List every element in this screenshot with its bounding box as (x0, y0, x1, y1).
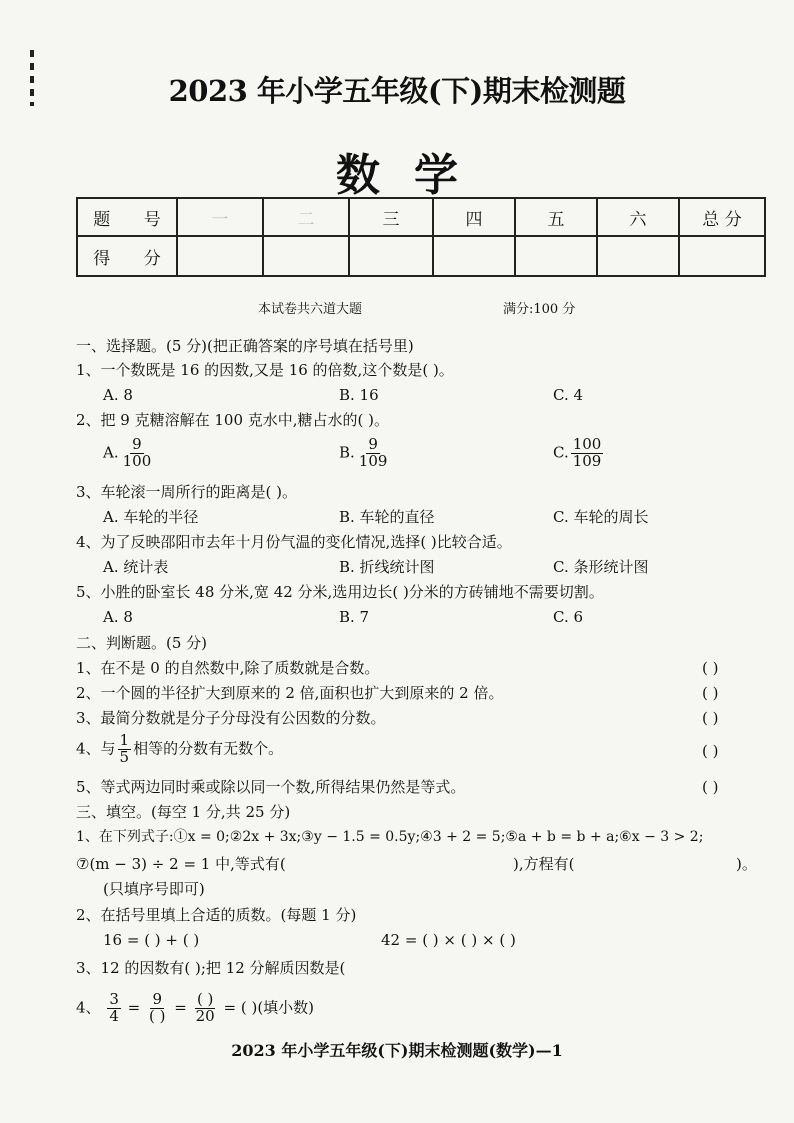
s1-q4-option-b: B. 折线统计图 (339, 558, 435, 576)
s1-q2-stem: 2、把 9 克糖溶解在 100 克水中,糖占水的( )。 (76, 411, 390, 429)
s2-q3-answer-paren[interactable]: ( ) (702, 709, 719, 727)
s1-q2-option-b: B. $\frac{9}{109}$ (339, 435, 388, 470)
score-table-score-row (77, 236, 765, 276)
score-table-header-row (77, 198, 765, 236)
score-cell[interactable] (177, 236, 263, 276)
s1-q5-option-b: B. 7 (339, 608, 370, 626)
s1-q4-stem: 4、为了反映邵阳市去年十月份气温的变化情况,选择( )比较合适。 (76, 533, 512, 551)
fraction: $\frac{9}{109}$ (358, 435, 388, 470)
s1-q3-option-c: C. 车轮的周长 (553, 508, 649, 526)
s2-q4-answer-paren[interactable]: ( ) (702, 742, 719, 760)
score-cell[interactable] (263, 236, 349, 276)
s3-q2-right: 42 = ( ) × ( ) × ( ) (381, 931, 516, 949)
score-table-row-label: 得 分 (77, 236, 177, 276)
s3-q2-stem: 2、在括号里填上合适的质数。(每题 1 分) (76, 906, 357, 924)
page-footer: 2023 年小学五年级(下)期末检测题(数学)—1 (231, 1041, 563, 1060)
s2-q2-answer-paren[interactable]: ( ) (702, 684, 719, 702)
subject-title: 数学 (336, 150, 492, 201)
exam-info-sections: 本试卷共六道大题 (258, 302, 363, 317)
fraction: $\frac{( )}{20}$ (195, 990, 215, 1025)
s2-q1: 1、在不是 0 的自然数中,除了质数就是合数。 (76, 659, 380, 677)
fraction: $\frac{9}{100}$ (122, 435, 152, 470)
section-1-heading: 一、选择题。(5 分)(把正确答案的序号填在括号里) (76, 337, 414, 355)
fraction: $\frac{1}{5}$ (119, 731, 130, 766)
s3-q1-line2-equations: ⑦(m − 3) ÷ 2 = 1 中,等式有( (76, 855, 286, 873)
s1-q5-option-a: A. 8 (103, 608, 133, 626)
s1-q5-option-c: C. 6 (553, 608, 584, 626)
s3-q1-line2-close: )。 (736, 855, 757, 873)
s1-q5-stem: 5、小胜的卧室长 48 分米,宽 42 分米,选用边长( )分米的方砖铺地不需要切割。 (76, 583, 604, 601)
score-cell[interactable] (515, 236, 597, 276)
fraction: $\frac{9}{( )}$ (149, 990, 166, 1025)
section-3-heading: 三、填空。(每空 1 分,共 25 分) (76, 803, 291, 821)
section-2-heading: 二、判断题。(5 分) (76, 634, 208, 652)
s1-q4-option-a: A. 统计表 (103, 558, 169, 576)
score-cell[interactable] (679, 236, 765, 276)
score-cell[interactable] (597, 236, 679, 276)
s2-q3: 3、最简分数就是分子分母没有公因数的分数。 (76, 709, 386, 727)
score-col-header: 三 (349, 198, 433, 236)
s1-q1-option-a: A. 8 (103, 386, 133, 404)
s2-q4: 4、与 $\frac{1}{5}$ 相等的分数有无数个。 (76, 731, 284, 766)
s3-q1-line2-equations-answer: ),方程有( (513, 855, 575, 873)
score-col-header: 二 (263, 198, 349, 236)
score-col-header: 一 (177, 198, 263, 236)
s1-q3-option-a: A. 车轮的半径 (103, 508, 199, 526)
score-col-header: 四 (433, 198, 515, 236)
s2-q5: 5、等式两边同时乘或除以同一个数,所得结果仍然是等式。 (76, 778, 466, 796)
s3-q3: 3、12 的因数有( );把 12 分解质因数是( (76, 959, 346, 977)
s2-q2: 2、一个圆的半径扩大到原来的 2 倍,面积也扩大到原来的 2 倍。 (76, 684, 504, 702)
s1-q3-stem: 3、车轮滚一周所行的距离是( )。 (76, 483, 298, 501)
s1-q4-option-c: C. 条形统计图 (553, 558, 649, 576)
s3-q4: 4、 $\frac{3}{4}$ = $\frac{9}{( )}$ = $\frac{( )}{20}$ = ( )(填小数) (76, 990, 315, 1025)
s3-q2-left: 16 = ( ) + ( ) (103, 931, 200, 949)
exam-title: 2023 年小学五年级(下)期末检测题 (168, 74, 626, 108)
score-table-row-label: 题 号 (77, 198, 177, 236)
s2-q5-answer-paren[interactable]: ( ) (702, 778, 719, 796)
s1-q1-stem: 1、一个数既是 16 的因数,又是 16 的倍数,这个数是( )。 (76, 361, 454, 379)
score-table (76, 197, 766, 277)
s1-q1-option-b: B. 16 (339, 386, 379, 404)
s1-q3-option-b: B. 车轮的直径 (339, 508, 435, 526)
score-cell[interactable] (433, 236, 515, 276)
fraction: $\frac{3}{4}$ (109, 990, 119, 1025)
s1-q2-option-a: A. $\frac{9}{100}$ (103, 435, 152, 470)
s3-q1-line3: (只填序号即可) (103, 880, 205, 898)
s2-q1-answer-paren[interactable]: ( ) (702, 659, 719, 677)
score-col-header: 五 (515, 198, 597, 236)
score-col-header: 六 (597, 198, 679, 236)
fraction: $\frac{100}{109}$ (572, 435, 602, 470)
s1-q2-option-c: C. $\frac{100}{109}$ (553, 435, 602, 470)
s3-q1-line1: 1、在下列式子:①x = 0;②2x + 3x;③y − 1.5 = 0.5y;④3 + 2 = 5;⑤a + b = b + a;⑥x − 3 > 2; (76, 829, 704, 845)
score-col-header: 总 分 (679, 198, 765, 236)
exam-info-full-score: 满分:100 分 (503, 302, 576, 317)
score-cell[interactable] (349, 236, 433, 276)
s1-q1-option-c: C. 4 (553, 386, 584, 404)
